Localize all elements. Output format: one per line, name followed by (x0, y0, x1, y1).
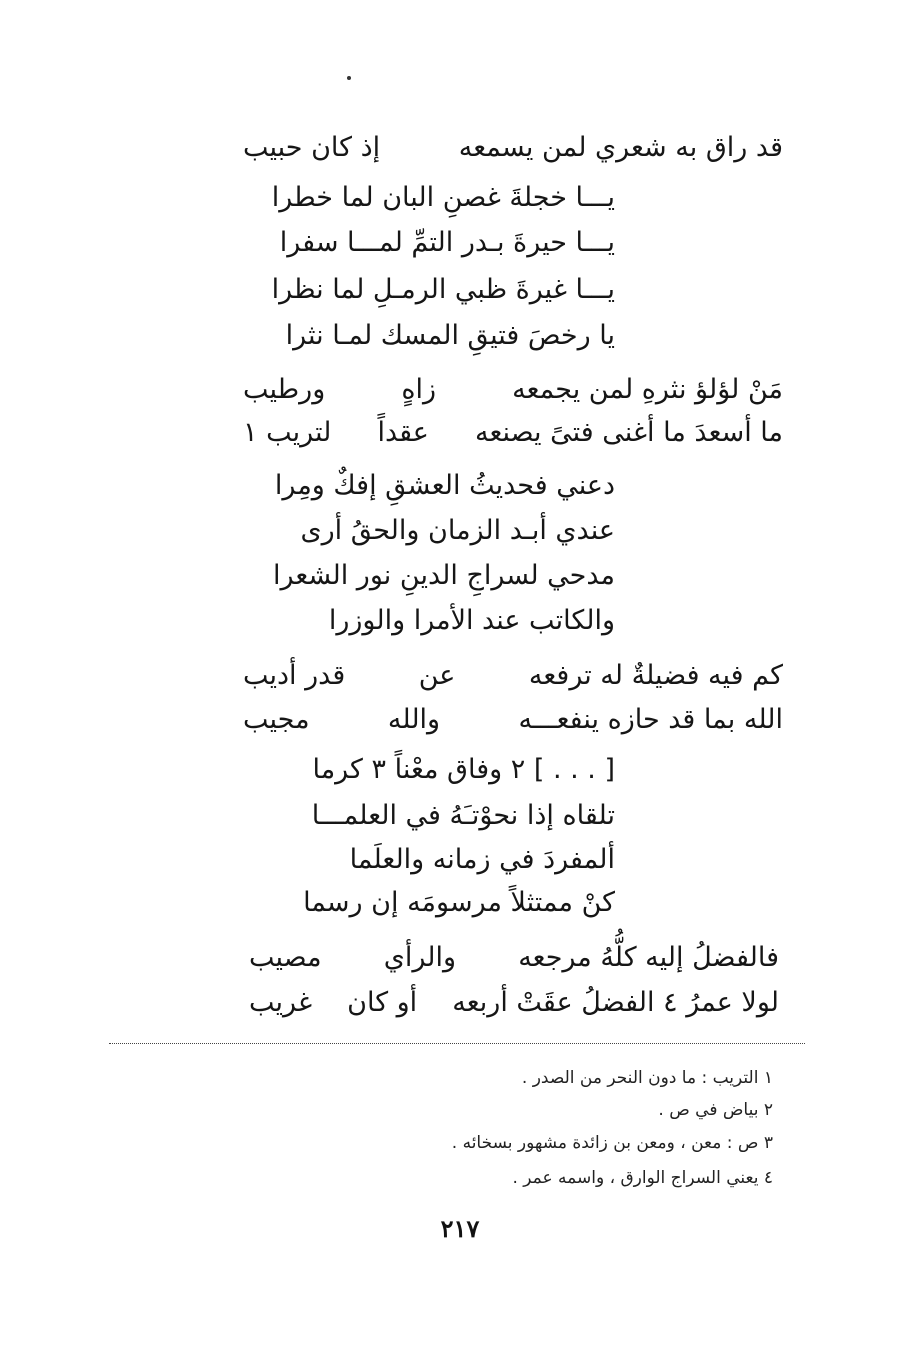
verse-line: كنْ ممتثلاً مرسومَه إن رسما (303, 887, 615, 918)
page-number: ٢١٧ (440, 1214, 480, 1243)
couplet-line (243, 130, 783, 166)
footnote: ٣ ص : معن ، ومعن بن زائدة مشهور بسخائه . (451, 1133, 773, 1153)
couplet-line (243, 658, 783, 694)
couplet-hemistich: قد راق به شعري لمن يسمعه (458, 132, 783, 163)
couplet-hemistich: لولا عمرُ ٤ الفضلُ عقَتْ أربعه (452, 987, 779, 1018)
footnote: ٢ بياض في ص . (658, 1100, 773, 1120)
verse-line: دعني فحديثُ العشقِ إفكٌ ومِرا (274, 470, 615, 501)
couplet-refrain: مجيب (243, 704, 310, 735)
verse-line: يـــا حيرةَ بـدر التمِّ لمـــا سفرا (279, 227, 615, 258)
couplet-line (249, 940, 779, 976)
verse-line: والكاتب عند الأمرا والوزرا (328, 605, 615, 636)
verse-line: ألمفردَ في زمانه والعلَما (349, 844, 615, 875)
couplet-line (243, 702, 783, 738)
couplet-middle: عن (418, 660, 456, 691)
verse-line: [ . . . ] ٢ وفاق معْناً ٣ كرما (312, 754, 615, 785)
ink-speck (347, 76, 351, 80)
verse-line: عندي أبـد الزمان والحقُ أرى (300, 515, 615, 546)
footnote: ٤ يعني السراج الوارق ، واسمه عمر . (512, 1168, 773, 1188)
couplet-refrain: لتريب ١ (243, 417, 332, 448)
couplet-line (243, 372, 783, 408)
couplet-line (243, 415, 783, 451)
couplet-hemistich: الله بما قد حازه ينفعـــه (518, 704, 783, 735)
couplet-hemistich: كم فيه فضيلةٌ له ترفعه (528, 660, 783, 691)
couplet-middle: أو كان (347, 987, 418, 1018)
verse-line: تلقاه إذا نحوْتـَهُ في العلمـــا (311, 800, 615, 831)
verse-line: يا رخصَ فتيقِ المسك لمـا نثرا (285, 320, 615, 351)
couplet-middle: زاهٍ (401, 374, 437, 405)
couplet-refrain: قدر أديب (243, 660, 346, 691)
couplet-refrain: إذ كان حبيب (243, 132, 381, 163)
couplet-refrain: ورطيب (243, 374, 326, 405)
footnote-divider (109, 1043, 805, 1044)
couplet-refrain: غريب (249, 987, 313, 1018)
couplet-middle: عقداً (377, 417, 429, 448)
verse-line: مدحي لسراجِ الدينِ نور الشعرا (272, 560, 615, 591)
couplet-middle: والرأي (383, 942, 457, 973)
couplet-hemistich: ما أسعدَ ما أغنى فتىً يصنعه (474, 417, 783, 448)
couplet-hemistich: مَنْ لؤلؤ نثرهِ لمن يجمعه (512, 374, 783, 405)
verse-line: يـــا غيرةَ ظبي الرمـلِ لما نظرا (271, 274, 615, 305)
couplet-line (249, 985, 779, 1021)
couplet-middle: والله (387, 704, 441, 735)
verse-line: يـــا خجلةَ غصنِ البان لما خطرا (271, 182, 615, 213)
couplet-refrain: مصيب (249, 942, 322, 973)
couplet-hemistich: فالفضلُ إليه كلُّهُ مرجعه (518, 942, 779, 973)
footnote: ١ التريب : ما دون النحر من الصدر . (521, 1068, 773, 1088)
